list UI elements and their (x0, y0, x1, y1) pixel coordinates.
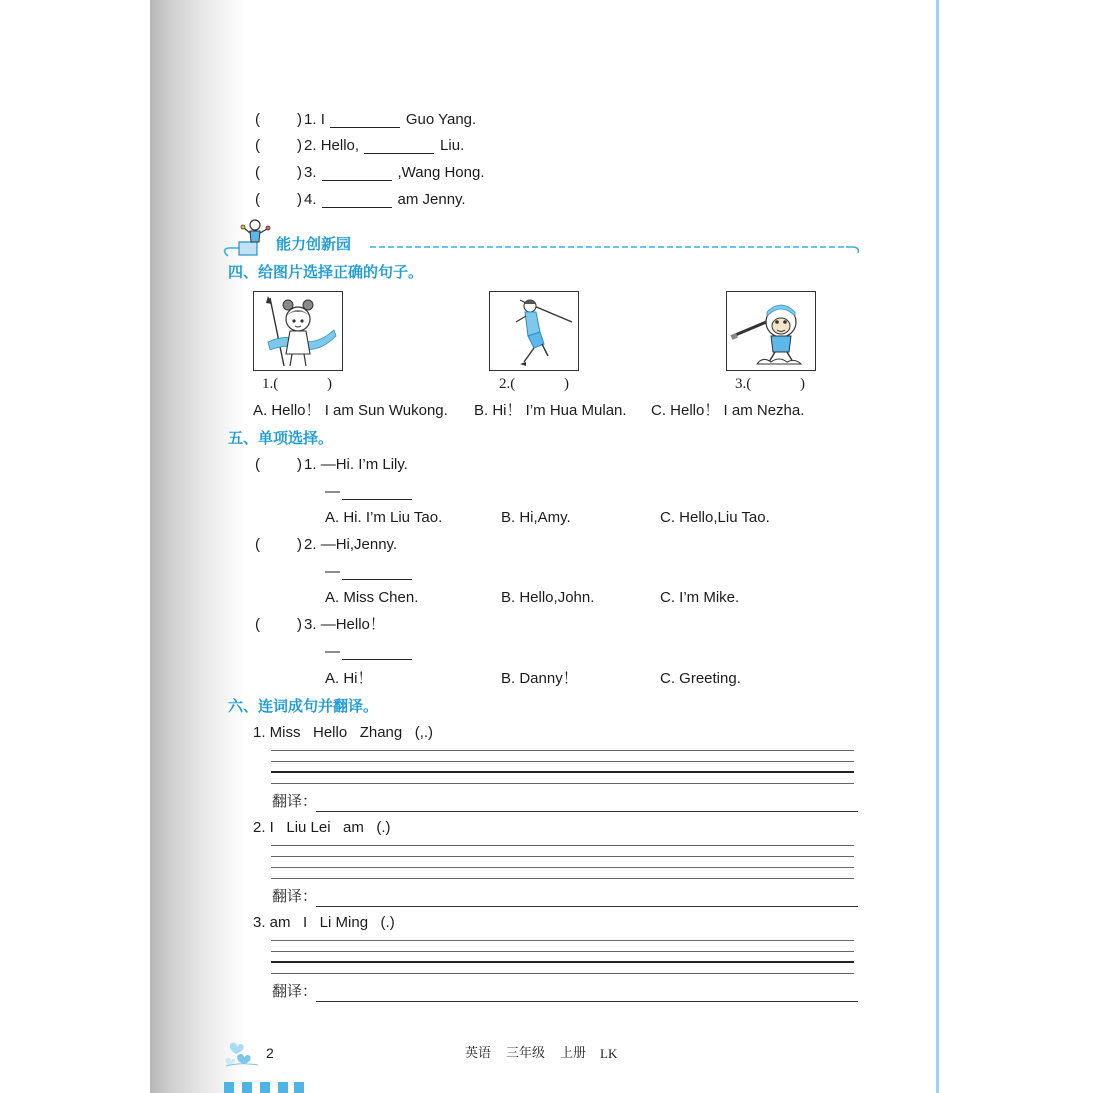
writing-line[interactable] (271, 771, 854, 773)
paren-close: ) (297, 616, 302, 633)
answer-dash: — (325, 643, 340, 660)
picture-label-1-open: 1.( (262, 376, 279, 392)
translation-line[interactable] (316, 906, 858, 907)
picture-label-2-open: 2.( (499, 376, 516, 392)
paren-close: ) (297, 111, 302, 128)
question-prompt: —Hello！ (320, 616, 385, 633)
question-3 (304, 616, 385, 634)
item-post: Liu. (440, 137, 465, 154)
writing-line[interactable] (271, 940, 854, 941)
translate-label: 翻译： (272, 982, 318, 1000)
word-order-item-2: 2. I Liu Lei am (.) (253, 819, 391, 836)
question-number: 3. (304, 616, 317, 633)
item-number: 3. (304, 164, 317, 181)
q1-option-b: B. Hi,Amy. (501, 509, 571, 526)
answer-blank[interactable] (342, 485, 412, 500)
q1-option-a: A. Hi. I’m Liu Tao. (325, 509, 443, 526)
translate-label: 翻译： (272, 887, 318, 905)
question-prompt: —Hi,Jenny. (320, 536, 398, 553)
picture-label-3-close: ) (800, 376, 805, 392)
q2-option-a: A. Miss Chen. (325, 589, 419, 606)
banner-title: 能力创新园 (276, 235, 352, 253)
paren-close: ) (297, 536, 302, 553)
picture-label-2-close: ) (564, 376, 569, 392)
fill-item-4 (304, 191, 466, 209)
paren-open: ( (255, 191, 260, 208)
q3-option-a: A. Hi！ (325, 670, 373, 687)
answer-blank[interactable] (364, 139, 434, 154)
item-number: 1. (304, 111, 317, 128)
footer-volume: 上册 (560, 1046, 587, 1061)
picture-sun-wukong (726, 291, 816, 371)
translation-line[interactable] (316, 811, 858, 812)
writing-line[interactable] (271, 878, 854, 879)
writing-line[interactable] (271, 973, 854, 974)
paren-close: ) (297, 191, 302, 208)
item-pre: I (320, 111, 325, 128)
part4-heading: 四、给图片选择正确的句子。 (228, 263, 424, 281)
writing-line[interactable] (271, 845, 854, 846)
clover-icon (224, 1038, 260, 1068)
answer-blank[interactable] (342, 645, 412, 660)
fill-item-3 (304, 164, 485, 182)
item-post: Guo Yang. (405, 111, 477, 128)
question-prompt: —Hi. I’m Lily. (320, 456, 408, 473)
q1-option-c: C. Hello,Liu Tao. (660, 509, 770, 526)
paren-open: ( (255, 456, 260, 473)
paren-open: ( (255, 164, 260, 181)
footer-bar-block (242, 1082, 252, 1093)
answer-dash: — (325, 483, 340, 500)
writing-line[interactable] (271, 783, 854, 784)
answer-blank[interactable] (322, 193, 392, 208)
translate-label: 翻译： (272, 792, 318, 810)
page-edge-line (936, 0, 939, 1093)
footer-edition: LK (600, 1046, 618, 1061)
part5-heading: 五、单项选择。 (228, 429, 334, 447)
word-order-item-1: 1. Miss Hello Zhang (,.) (253, 724, 434, 741)
writing-line[interactable] (271, 750, 854, 751)
part4-option-b: B. Hi！ I’m Hua Mulan. (474, 402, 627, 419)
footer-bar-block (278, 1082, 288, 1093)
answer-line-2 (325, 563, 418, 581)
item-post: am Jenny. (397, 191, 466, 208)
answer-blank[interactable] (330, 113, 400, 128)
writing-line[interactable] (271, 961, 854, 963)
writing-line[interactable] (271, 951, 854, 952)
translation-line[interactable] (316, 1001, 858, 1002)
item-number: 4. (304, 191, 317, 208)
footer-subject: 英语 (465, 1046, 492, 1061)
page-gutter-shadow (150, 0, 245, 1093)
q3-option-c: C. Greeting. (660, 670, 741, 687)
answer-line-1 (325, 483, 418, 501)
question-number: 1. (304, 456, 317, 473)
paren-open: ( (255, 536, 260, 553)
part4-option-a: A. Hello！ I am Sun Wukong. (253, 402, 448, 419)
fill-item-1 (304, 111, 476, 129)
boy-on-block-icon (229, 218, 275, 258)
paren-open: ( (255, 137, 260, 154)
writing-line[interactable] (271, 867, 854, 868)
answer-blank[interactable] (342, 565, 412, 580)
paren-open: ( (255, 111, 260, 128)
footer-bar-block (294, 1082, 304, 1093)
paren-close: ) (297, 164, 302, 181)
item-post: ,Wang Hong. (397, 164, 485, 181)
answer-blank[interactable] (322, 166, 392, 181)
question-1 (304, 456, 408, 474)
q2-option-b: B. Hello,John. (501, 589, 595, 606)
picture-hua-mulan (489, 291, 579, 371)
answer-line-3 (325, 643, 418, 661)
page-number: 2 (266, 1045, 274, 1061)
question-number: 2. (304, 536, 317, 553)
answer-dash: — (325, 563, 340, 580)
picture-nezha (253, 291, 343, 371)
hua-mulan-picture-icon (490, 292, 578, 370)
writing-line[interactable] (271, 856, 854, 857)
sun-wukong-picture-icon (727, 292, 815, 370)
picture-label-1-close: ) (327, 376, 332, 392)
item-pre: Hello, (320, 137, 360, 154)
paren-close: ) (297, 137, 302, 154)
footer-bar-block (224, 1082, 234, 1093)
fill-item-2 (304, 137, 464, 155)
item-number: 2. (304, 137, 317, 154)
picture-label-3-open: 3.( (735, 376, 752, 392)
paren-close: ) (297, 456, 302, 473)
word-order-item-3: 3. am I Li Ming (.) (253, 914, 395, 931)
footer-bar-block (260, 1082, 270, 1093)
paren-open: ( (255, 616, 260, 633)
part4-option-c: C. Hello！ I am Nezha. (651, 402, 805, 419)
question-2 (304, 536, 397, 554)
footer-grade: 三年级 (506, 1046, 546, 1061)
q3-option-b: B. Danny！ (501, 670, 578, 687)
writing-line[interactable] (271, 761, 854, 762)
q2-option-c: C. I’m Mike. (660, 589, 740, 606)
part6-heading: 六、连词成句并翻译。 (228, 697, 379, 715)
nezha-picture-icon (254, 292, 342, 370)
